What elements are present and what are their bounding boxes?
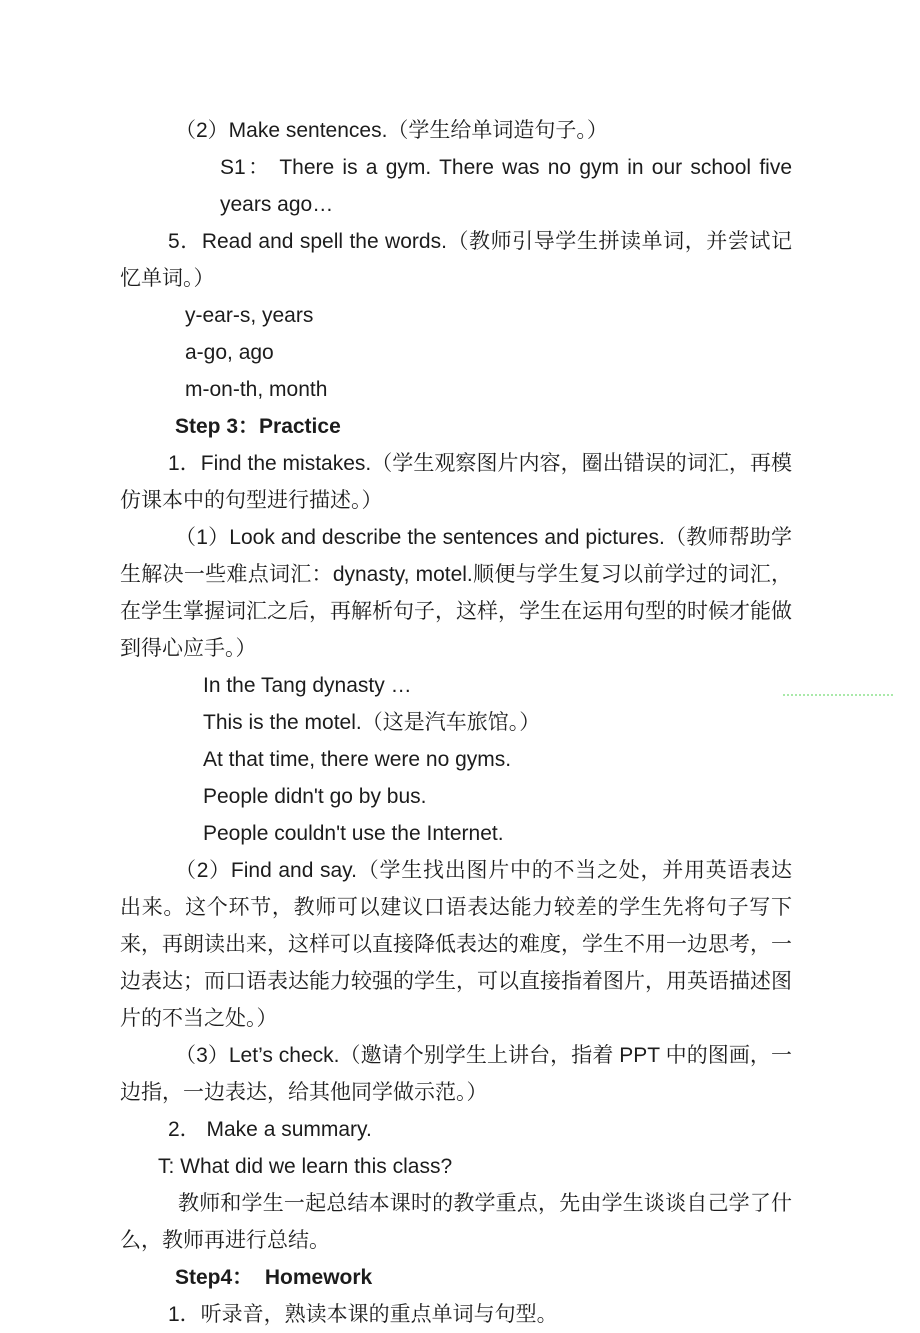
example-tang-dynasty: In the Tang dynasty … xyxy=(203,674,412,697)
paragraph-find-and-say: （2）Find and say.（学生找出图片中的不当之处，并用英语表达出来。这个环节，教师可以建议口语表达能力较差的学生先将句子写下来，再朗读出来，这样可以直接降低表达的难度，学生不用一边思考，一边表达；而口语表达能力较强的学生，可以直接指着图片，用英语描述图片的不当之处。） xyxy=(120,859,792,1030)
lesson-plan-content xyxy=(120,112,798,1333)
paragraph-teacher-question: T: What did we learn this class? xyxy=(158,1155,453,1178)
paragraph-find-the-mistakes: 1．Find the mistakes.（学生观察图片内容，圈出错误的词汇，再模仿课本中的句型进行描述。） xyxy=(120,452,792,512)
paragraph-homework-item: 1．听录音，熟读本课的重点单词与句型。 xyxy=(168,1303,558,1326)
paragraph-summary-note: 教师和学生一起总结本课时的教学重点，先由学生谈谈自己学了什么，教师再进行总结。 xyxy=(120,1192,792,1252)
paragraph-make-a-summary: 2． Make a summary. xyxy=(168,1118,372,1141)
paragraph-lets-check: （3）Let’s check.（邀请个别学生上讲台，指着 PPT 中的图画，一边指，一边表达，给其他同学做示范。） xyxy=(120,1044,792,1104)
word-item-ago: a-go, ago xyxy=(185,341,274,364)
example-at-that-time: At that time, there were no gyms. xyxy=(203,748,512,771)
word-item-month: m-on-th, month xyxy=(185,378,328,401)
paragraph-s1-example: S1： There is a gym. There was no gym in our school five years ago… xyxy=(220,156,798,216)
paragraph-read-and-spell: 5．Read and spell the words.（教师引导学生拼读单词，并尝试记忆单词。） xyxy=(120,230,792,290)
paragraph-make-sentences: （2）Make sentences.（学生给单词造句子。） xyxy=(175,119,608,142)
step4-heading: Step4： Homework xyxy=(175,1266,373,1289)
example-people-didnt-go: People didn't go by bus. xyxy=(203,785,427,808)
example-people-couldnt-use: People couldn't use the Internet. xyxy=(203,822,504,845)
step3-heading: Step 3：Practice xyxy=(175,415,341,438)
example-this-is-the-motel: This is the motel.（这是汽车旅馆。） xyxy=(203,711,541,734)
paragraph-look-and-describe: （1）Look and describe the sentences and pictures.（教师帮助学生解决一些难点词汇：dynasty, motel.顺便与学生复习以前学过的词汇，在学生掌握词汇之后，再解析句子，这样，学生在运用句型的时候才能做到得心应手。） xyxy=(120,526,792,660)
dotted-line-artifact xyxy=(783,694,893,696)
word-item-years: y-ear-s, years xyxy=(185,304,314,327)
